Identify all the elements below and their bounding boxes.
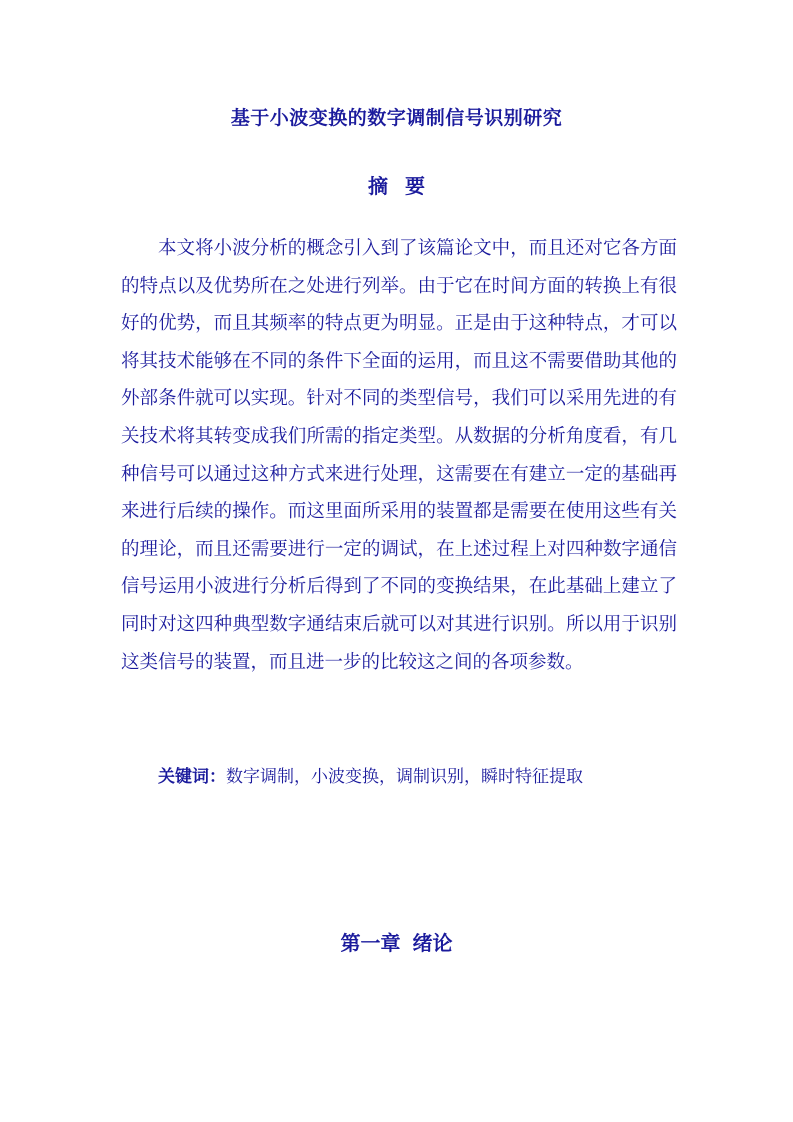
chapter-number: 第一章 <box>340 931 401 955</box>
keywords-text: 数字调制，小波变换，调制识别，瞬时特征提取 <box>226 767 583 787</box>
paper-title: 基于小波变换的数字调制信号识别研究 <box>230 107 563 129</box>
abstract-heading: 摘 要 <box>368 174 425 198</box>
chapter-heading <box>0 928 793 958</box>
keywords-label: 关键词： <box>158 767 226 787</box>
keywords-line <box>158 762 678 792</box>
abstract-body: 本文将小波分析的概念引入到了该篇论文中，而且还对它各方面的特点以及优势所在之处进行列举。由于它在时间方面的转换上有很好的优势，而且其频率的特点更为明显。正是由于这种特点，才可以将其技术能够在不同的条件下全面的运用，而且这不需要借助其他的外部条件就可以实现。针对不同的类型信号，我们可以采用先进的有关技术将其转变成我们所需的指定类型。从数据的分析角度看，有几种信号可以通过这种方式来进行处理，这需要在有建立一定的基础再来进行后续的操作。而这里面所采用的装置都是需要在使用这些有关的理论，而且还需要进行一定的调试，在上述过程上对四种数字通信信号运用小波进行分析后得到了不同的变换结果，在此基础上建立了同时对这四种典型数字通结束后就可以对其进行识别。所以用于识别这类信号的装置，而且进一步的比较这之间的各项参数。 <box>121 238 677 673</box>
chapter-title: 绪论 <box>412 931 453 955</box>
